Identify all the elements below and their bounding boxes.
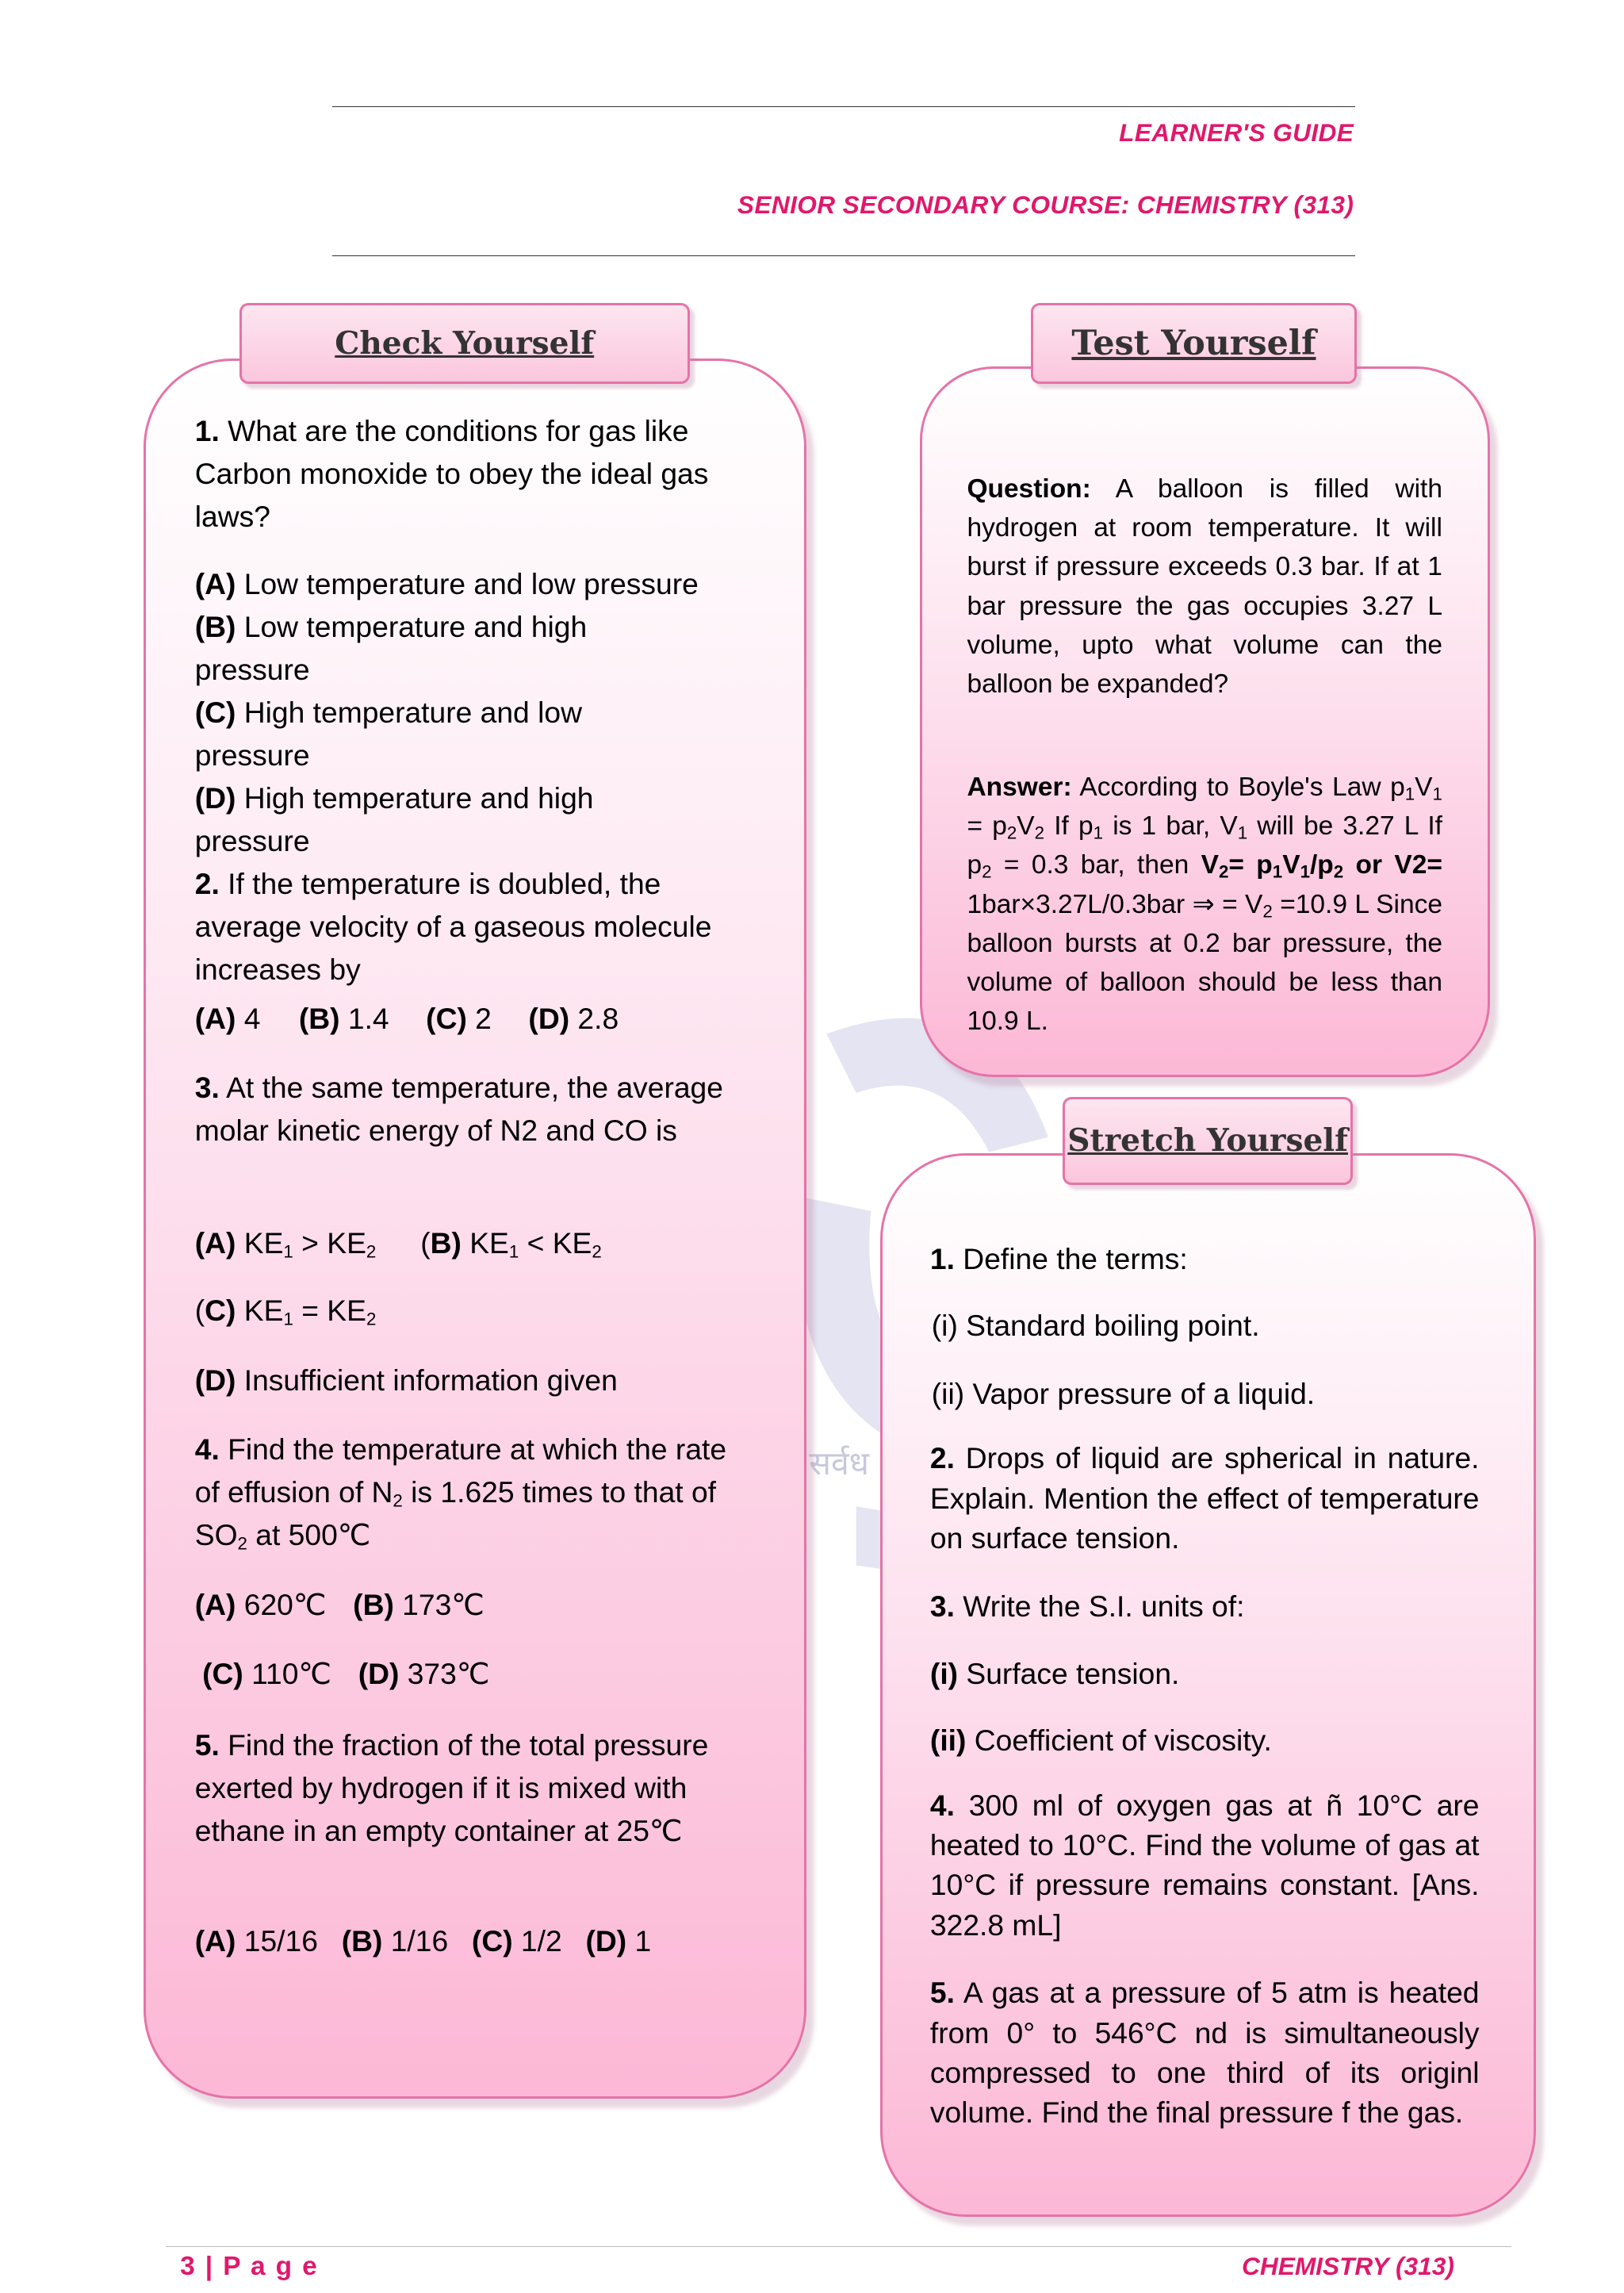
stretch-q1-ii: (ii) Vapor pressure of a liquid. (931, 1376, 1316, 1410)
watermark-text: सर्वध (809, 1445, 869, 1482)
check-q4-option-c: (C) 110℃ (202, 1657, 332, 1691)
test-answer: Answer: According to Boyle's Law $p_1V_1 = p_2V_2$ If $p_1$ is 1 bar, $V_1$ will be 3.27 L If $p_2 = 0.3$ bar, then $V_2= p_1V_1/p_2$ or V2= 1bar×3.27L/0.3bar ⇒ = $V_2 =10.9$ L Since balloon bursts at 0.2 bar pressure, the volume of balloon should be less than 10.9 L. (967, 773, 1442, 1037)
test-question: Question: A balloon is filled with hydrogen at room temperature. It will burst if pressure exceeds 0.3 bar. If at 1 bar pressure the gas occupies 3.27 L volume, upto what volume can the balloon be expanded? (967, 474, 1442, 699)
test-yourself-title: Test Yourself (1071, 324, 1316, 364)
stretch-q1-i: (i) Standard boiling point. (931, 1308, 1260, 1342)
stretch-yourself-title: Stretch Yourself (1067, 1122, 1348, 1160)
check-q4-option-d: (D) 373℃ (358, 1657, 490, 1691)
stretch-q1: 1. Define the terms: (929, 1242, 1188, 1276)
header-guide-title: LEARNER'S GUIDE (1119, 117, 1354, 147)
stretch-q2: 2. Drops of liquid are spherical in nature. Explain. Mention the effect of temperature on surface tension. (929, 1441, 1480, 1555)
stretch-q5: 5. A gas at a pressure of 5 atm is heated from 0° to 546°C nd is simultaneously compressed to one third of its originl volume. Find the final pressure f the gas. (929, 1976, 1480, 2130)
header-rule-top (332, 106, 1355, 107)
check-q1-option-c: (C) High temperature and low pressure (194, 696, 582, 773)
check-q2-options (195, 997, 786, 1040)
check-q3: 3. At the same temperature, the average molar kinetic energy of N2 and CO is (194, 1071, 723, 1148)
check-q1: 1. What are the conditions for gas like Carbon monoxide to obey the ideal gas laws? (194, 413, 709, 533)
stretch-q4: 4. 300 ml of oxygen gas at ñ 10°C are heated to 10°C. Find the volume of gas at 10°C if pressure remains constant. [Ans. 322.8 mL] (929, 1788, 1480, 1942)
check-q4-option-b: (B) 173℃ (353, 1587, 485, 1621)
check-q4-options-cd (202, 1652, 645, 1695)
test-yourself-tab (1031, 303, 1358, 385)
check-q5-option-c: (C) 1/2 (471, 1924, 562, 1958)
stretch-q3: 3. Write the S.I. units of: (929, 1589, 1245, 1623)
check-q2: 2. If the temperature is doubled, the average velocity of a gaseous molecule increases by (194, 867, 712, 987)
check-q3-option-c: (C) $KE_1 = KE_2$ (194, 1294, 377, 1329)
header-rule-bottom (332, 255, 1355, 256)
check-q1-option-b: (B) Low temperature and high pressure (194, 610, 588, 687)
check-q2-option-b: (B) 1.4 (298, 1001, 389, 1035)
check-q5-option-a: (A) 15/16 (194, 1924, 318, 1958)
check-yourself-title: Check Yourself (335, 325, 595, 362)
header-course-title: SENIOR SECONDARY COURSE: CHEMISTRY (313) (737, 190, 1354, 220)
check-q4-option-a: (A) 620℃ (194, 1587, 327, 1621)
check-q1-option-a: (A) Low temperature and low pressure (194, 567, 699, 601)
check-q3-options-ab (195, 1221, 786, 1264)
check-q4-options-ab (195, 1583, 638, 1626)
check-q1-option-d: (D) High temperature and high pressure (194, 781, 594, 858)
check-q2-option-a: (A) 4 (194, 1001, 261, 1035)
footer-page-number: 3 | P a g e (180, 2252, 319, 2282)
check-q4: 4. Find the temperature at which the rate of effusion of $N_2$ is 1.625 times to that of $SO_2$ at 500℃ (194, 1432, 727, 1554)
check-yourself-tab (239, 303, 690, 385)
check-q5-option-d: (D) 1 (585, 1924, 652, 1958)
check-q3-option-b: (B) $KE_1 < KE_2$ (420, 1225, 602, 1262)
stretch-q3-ii: (ii) Coefficient of viscosity. (929, 1724, 1272, 1758)
check-q5-options (195, 1919, 786, 1962)
stretch-yourself-tab (1063, 1097, 1352, 1184)
footer-subject: CHEMISTRY (313) (1242, 2252, 1454, 2281)
check-q5: 5. Find the fraction of the total pressure exerted by hydrogen if it is mixed with ethane in an empty container at 25℃ (194, 1727, 709, 1847)
check-q3-option-d: (D) Insufficient information given (194, 1363, 618, 1397)
check-q5-option-b: (B) 1/16 (341, 1924, 449, 1958)
check-q2-option-d: (D) 2.8 (528, 1001, 619, 1035)
check-q2-option-c: (C) 2 (426, 1001, 492, 1035)
footer-rule (166, 2246, 1512, 2247)
stretch-q3-i: (i) Surface tension. (929, 1657, 1180, 1691)
check-q3-option-a: (A) $KE_1 > KE_2$ (194, 1225, 377, 1262)
